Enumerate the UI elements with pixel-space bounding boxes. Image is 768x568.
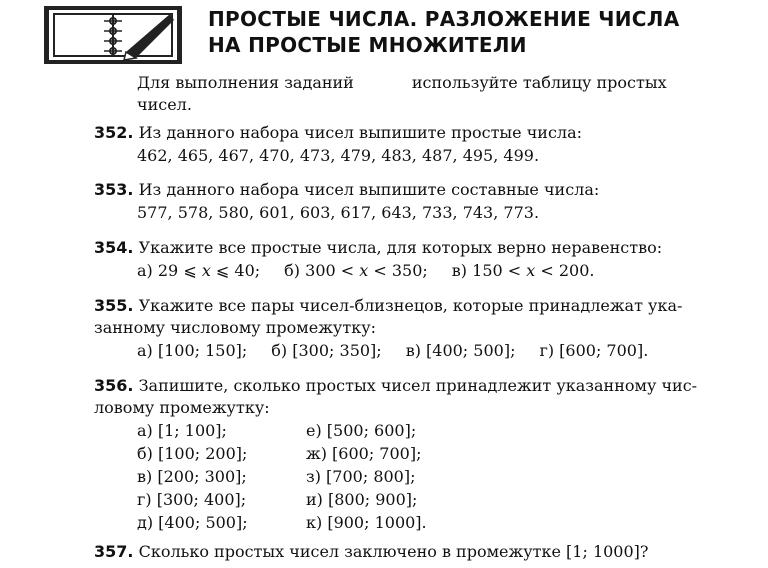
- task-357: [94, 541, 648, 563]
- task-number: 353.: [94, 180, 134, 199]
- title-line-2: НА ПРОСТЫЕ МНОЖИТЕЛИ: [208, 33, 527, 57]
- task-text: Запишите, сколько простых чисел принадлежит указанному чис-: [138, 376, 698, 395]
- task-text: Укажите все простые числа, для которых верно неравенство:: [138, 238, 663, 257]
- intro-text-b: используйте таблицу простых: [411, 73, 667, 92]
- option-right-4: и) [800; 900];: [306, 490, 418, 509]
- task-355-options: [137, 340, 648, 362]
- task-352: [94, 122, 582, 144]
- task-353-numbers: 577, 578, 580, 601, 603, 617, 643, 733, 743, 773.: [137, 203, 540, 222]
- option-left-3: в) [200; 300];: [137, 467, 247, 486]
- task-number: 356.: [94, 376, 134, 395]
- page-title: [208, 6, 679, 58]
- intro-text-a: Для выполнения заданий: [137, 73, 354, 92]
- option-left-2: б) [100; 200];: [137, 444, 248, 463]
- option-b: б) 300 < x < 350;: [284, 261, 428, 280]
- option-left-4: г) [300; 400];: [137, 490, 247, 509]
- task-354-options: [137, 260, 594, 282]
- task-356-line-2: ловому промежутку:: [94, 398, 270, 417]
- option-a: а) [100; 150];: [137, 341, 248, 360]
- option-c: в) [400; 500];: [405, 341, 516, 360]
- option-right-5: к) [900; 1000].: [306, 513, 427, 532]
- intro-line-1: [137, 72, 667, 94]
- task-355-line-2: занному числовому промежутку:: [94, 318, 376, 337]
- notebook-pencil-icon: [44, 6, 182, 64]
- option-b: б) [300; 350];: [271, 341, 382, 360]
- task-352-numbers: 462, 465, 467, 470, 473, 479, 483, 487, 495, 499.: [137, 146, 540, 165]
- task-356: [94, 375, 697, 397]
- task-354: [94, 237, 662, 259]
- task-text: Из данного набора чисел выпишите составные числа:: [138, 180, 600, 199]
- option-c: в) 150 < x < 200.: [451, 261, 595, 280]
- task-353: [94, 179, 599, 201]
- task-text: Укажите все пары чисел-близнецов, которые принадлежат ука-: [138, 296, 683, 315]
- option-right-1: е) [500; 600];: [306, 421, 417, 440]
- option-left-5: д) [400; 500];: [137, 513, 248, 532]
- option-right-2: ж) [600; 700];: [306, 444, 422, 463]
- task-number: 357.: [94, 542, 134, 561]
- task-number: 355.: [94, 296, 134, 315]
- task-number: 352.: [94, 123, 134, 142]
- option-a: а) 29 ⩽ x ⩽ 40;: [137, 261, 261, 280]
- task-355: [94, 295, 682, 317]
- task-number: 354.: [94, 238, 134, 257]
- intro-line-2: чисел.: [137, 95, 192, 114]
- option-d: г) [600; 700].: [539, 341, 649, 360]
- option-left-1: а) [1; 100];: [137, 421, 227, 440]
- task-text: Из данного набора чисел выпишите простые числа:: [138, 123, 583, 142]
- title-line-1: ПРОСТЫЕ ЧИСЛА. РАЗЛОЖЕНИЕ ЧИСЛА: [208, 7, 680, 31]
- task-text: Сколько простых чисел заключено в промежутке [1; 1000]?: [138, 542, 649, 561]
- option-right-3: з) [700; 800];: [306, 467, 416, 486]
